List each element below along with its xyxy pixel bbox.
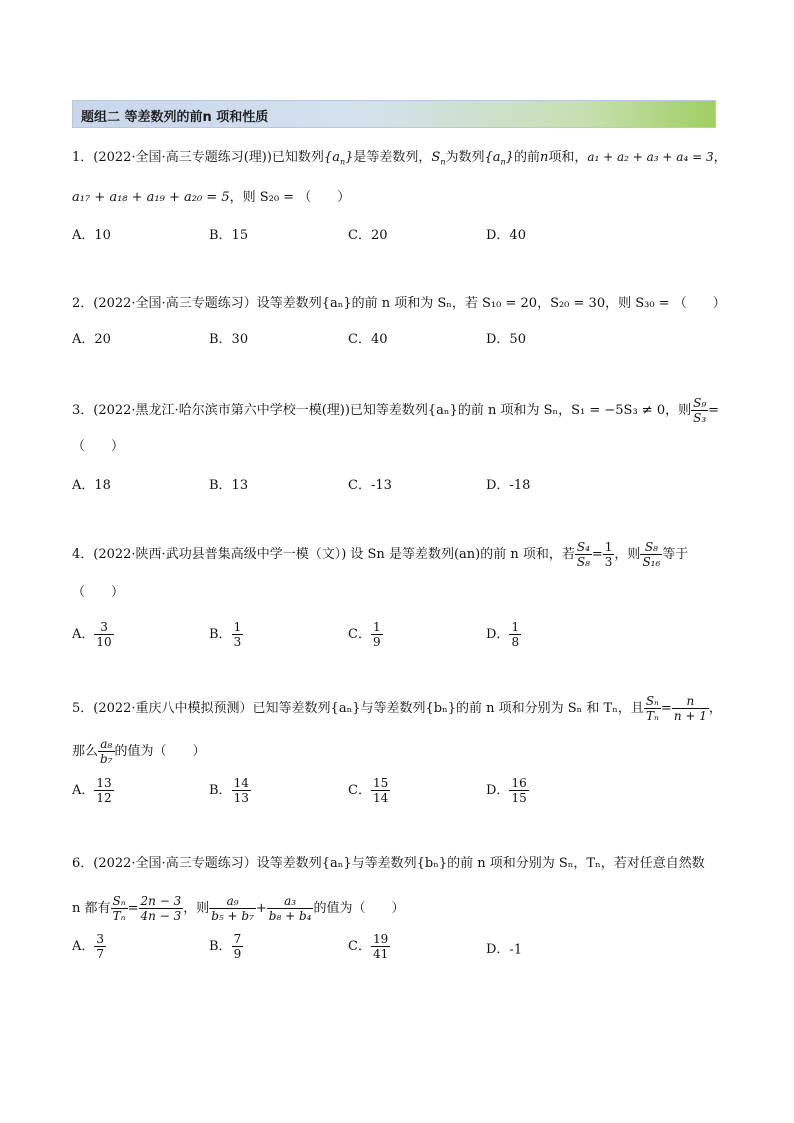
q4-f3-den: S₁₆ [642,555,661,569]
q1-mid1: 是等差数列， [353,150,432,165]
q3-fraction [691,396,708,425]
question-5-line-1 [72,694,722,723]
q4-a-label: A． [72,626,95,642]
q6-frac-2 [139,894,184,923]
q6-choice-b[interactable] [209,932,243,961]
q3-text: 3．(2022·黑龙江·哈尔滨市第六中学校一模(理))已知等差数列{aₙ}的前 n 项和为 Sₙ，S₁ = −5S₃ ≠ 0，则 [72,402,692,418]
q6-d-value: -1 [509,942,523,958]
q4-a-frac [94,620,113,649]
q4-d-num: 1 [511,620,520,634]
q5-line2-a: 那么 [72,743,99,759]
q3-choice-a[interactable]: A．18 [72,478,111,493]
q1-choice-b[interactable]: B．15 [209,228,249,243]
q6-line2-c: 的值为（ ） [313,900,405,916]
q4-blank: （ ） [72,585,125,600]
q3-choice-b[interactable]: B．13 [209,478,249,493]
q4-f1-num: S₄ [576,540,590,554]
q5-a-den: 12 [96,791,112,805]
q1-mid2: 为数列 [445,150,485,165]
q6-frac-1 [111,894,128,923]
q4-f2-den: 3 [604,555,613,569]
q6-b-num: 7 [233,932,242,946]
q4-choice-b[interactable] [209,620,243,649]
q5-d-den: 15 [511,791,527,805]
q1-n: n [539,150,549,165]
q3-frac-num: S₉ [693,396,707,410]
q4-c-num: 1 [372,620,381,634]
q1-seq-a: $\{a_n\}$ [323,150,354,167]
q5-f3-num: a₈ [98,737,115,752]
q5-choice-c[interactable] [348,776,390,805]
q6-a-den: 7 [96,947,105,961]
q2-choice-a[interactable]: A．20 [72,332,111,347]
q5-frac-3 [98,737,115,766]
q4-text-a: 4．(2022·陕西·武功县普集高级中学一模（文）) 设 Sn 是等差数列(an)的前 n 项和，若 [72,546,575,562]
q3-frac-den: S₃ [693,411,707,425]
q6-f4-den: b₈ + b₄ [268,909,312,923]
q4-c-frac [371,620,383,649]
q1-eq1: a₁ + a₂ + a₃ + a₄ = 3 [587,150,714,164]
q5-frac-1 [644,694,661,723]
q6-f3-num: a₉ [209,894,256,909]
question-1-line-1 [72,147,727,173]
q5-b-den: 13 [233,791,249,805]
q4-a-num: 3 [94,620,113,635]
question-5-line-2 [72,737,206,766]
q5-choice-a[interactable] [72,776,114,805]
q6-b-frac [232,932,244,961]
q6-d-label: D． [486,942,510,957]
q1-sn: $S_n$ [431,150,446,167]
q5-b-label: B． [209,782,232,798]
q6-f3-den: b₅ + b₇ [211,909,254,923]
q4-b-den: 3 [233,635,242,649]
q5-a-frac [94,776,113,805]
q1-choice-a[interactable]: A．10 [72,228,111,243]
q4-d-label: D． [486,626,510,642]
q6-plus: + [255,900,267,916]
q4-choice-c[interactable] [348,620,383,649]
q6-line2-a: n 都有 [72,900,111,916]
q2-choice-c[interactable]: C．40 [348,332,388,347]
q5-f2-num: n [672,694,709,709]
q6-choice-a[interactable] [72,932,106,961]
q6-choice-c[interactable] [348,932,390,961]
q5-c-label: C． [348,782,371,798]
question-2-text: 2．(2022·全国·高三专题练习）设等差数列{aₙ}的前 n 项和为 Sₙ，若 S₁₀ = 20，S₂₀ = 30，则 S₃₀ = （ ） [72,296,726,311]
q4-c-label: C． [348,626,371,642]
q5-d-label: D． [486,782,510,798]
q1-seq-a2: $\{a_n\}$ [484,150,514,167]
q6-f1-den: Tₙ [112,909,126,923]
q5-d-frac [509,776,528,805]
q4-frac-1 [575,540,592,569]
q1-choice-c[interactable]: C．20 [348,228,388,243]
q6-eq: = [127,900,139,916]
q6-a-num: 3 [96,932,105,946]
q6-c-num: 19 [372,932,389,946]
q4-choice-d[interactable] [486,620,521,649]
q4-frac-2 [603,540,615,569]
q5-a-label: A． [72,782,95,798]
q6-f4-num: a₃ [267,894,314,909]
q3-tail: = [708,402,720,418]
q4-eq: = [591,546,603,562]
q3-blank: （ ） [72,439,125,454]
q5-text-b: ， [708,700,722,716]
q6-b-den: 9 [233,947,242,961]
question-6-line-1: 6．(2022·全国·高三专题练习）设等差数列{aₙ}与等差数列{bₙ}的前 n 项和分别为 Sₙ，Tₙ，若对任意自然数 [72,856,705,871]
q5-eq: = [660,700,672,716]
q4-text-c: 等于 [662,546,689,562]
q5-d-num: 16 [511,776,527,790]
q4-choice-a[interactable] [72,620,114,649]
q5-c-num: 15 [372,776,389,790]
q1-prefix: 1．(2022·全国·高三专题练习(理))已知数列 [72,150,324,165]
q4-c-den: 9 [372,635,381,649]
question-6-line-2 [72,894,404,923]
q1-mid3: 的前 [513,150,540,165]
section-title: 题组二 等差数列的前n 项和性质 [81,110,269,125]
q6-a-label: A． [72,938,95,954]
q4-f1-den: S₈ [576,555,590,569]
q6-f2-den: 4n − 3 [140,909,182,923]
question-4-line-1 [72,540,688,569]
q1-choice-d[interactable]: D．40 [486,228,526,243]
q5-f3-den: b₇ [100,752,113,766]
q1-suffix: ，则 S₂₀ = （ ） [229,190,351,205]
q2-choice-d[interactable]: D．50 [486,332,526,347]
q5-choice-d[interactable] [486,776,529,805]
q5-b-frac [232,776,251,805]
q6-choice-d[interactable] [486,940,522,961]
q4-b-label: B． [209,626,232,642]
q3-choice-d[interactable]: D．-18 [486,478,531,493]
q1-eq2: a₁₇ + a₁₈ + a₁₉ + a₂₀ = 5 [72,190,230,205]
q4-d-frac [509,620,521,649]
q5-f1-den: Tₙ [645,709,659,723]
q2-choice-b[interactable]: B．30 [209,332,249,347]
q6-f1-num: Sₙ [112,894,126,908]
q5-f2-den: n + 1 [673,709,707,723]
section-banner [72,100,716,128]
q6-frac-4 [267,894,314,923]
q4-f3-num: S₈ [640,540,662,555]
q5-text-a: 5．(2022·重庆八中模拟预测）已知等差数列{aₙ}与等差数列{bₙ}的前 n 项和分别为 Sₙ 和 Tₙ，且 [72,700,644,716]
q6-c-den: 41 [372,947,389,961]
q4-frac-3 [640,540,662,569]
question-3-line-1 [72,396,719,425]
q3-choice-c[interactable]: C．-13 [348,478,392,493]
q6-c-label: C． [348,938,371,954]
q5-choice-b[interactable] [209,776,251,805]
q6-b-label: B． [209,938,232,954]
q4-b-num: 1 [233,620,242,634]
q5-a-num: 13 [96,776,112,790]
q6-f2-num: 2n − 3 [140,894,182,908]
q5-frac-2 [672,694,709,723]
q5-c-den: 14 [372,791,389,805]
q4-b-frac [232,620,244,649]
q4-f2-num: 1 [604,540,613,554]
q6-line2-b: ，则 [183,900,210,916]
q5-b-num: 14 [233,776,249,790]
q6-a-frac [94,932,106,961]
q5-f1-num: Sₙ [645,694,659,708]
q5-c-frac [371,776,390,805]
q4-text-b: ，则 [614,546,641,562]
question-1-line-2 [72,188,350,208]
q4-d-den: 8 [511,635,520,649]
q1-mid4: 项和， [548,150,588,165]
q6-frac-3 [209,894,256,923]
q4-a-den: 10 [96,635,112,649]
q6-c-frac [371,932,390,961]
q1-comma: ， [713,150,727,165]
q5-line2-b: 的值为（ ） [114,743,206,759]
